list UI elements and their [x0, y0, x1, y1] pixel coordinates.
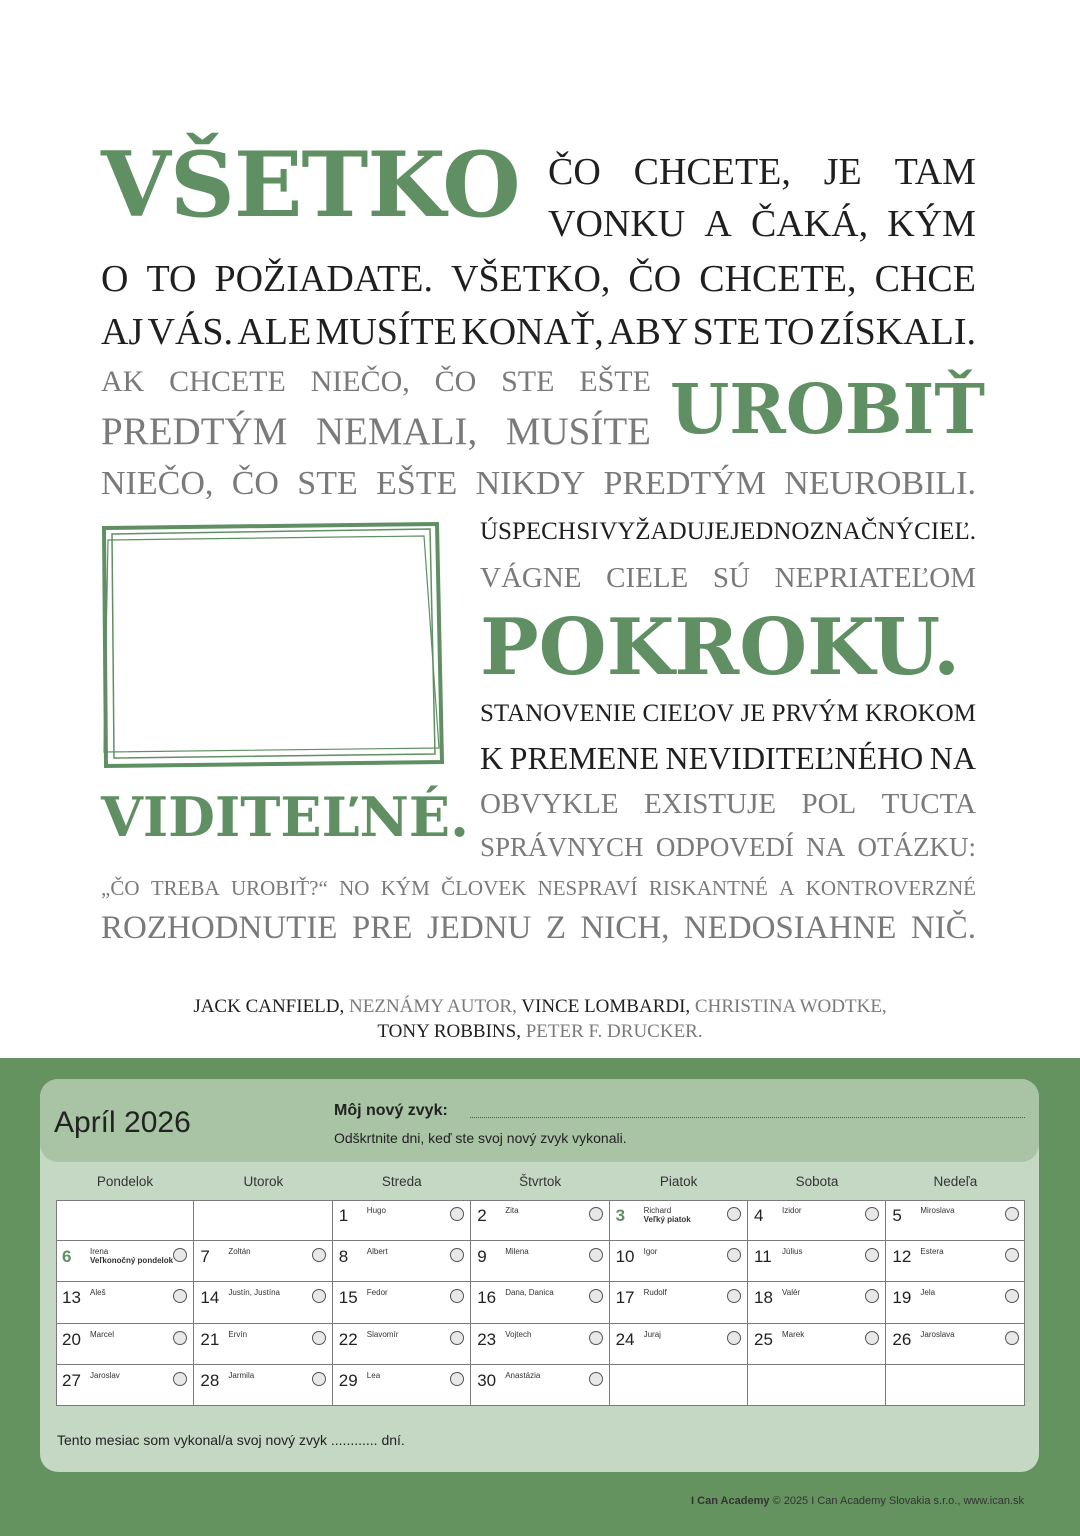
nameday: Marek [782, 1329, 805, 1339]
quote-word: ABY [608, 311, 689, 353]
calendar-day[interactable] [610, 1241, 748, 1282]
weekday-3: Streda [381, 1174, 422, 1189]
quote-word: NEMALI, [315, 410, 478, 453]
quote-word: TUCTA [881, 788, 976, 820]
quote-word: NA [929, 740, 976, 776]
weekday-1: Pondelok [96, 1174, 154, 1189]
habit-checkbox[interactable] [727, 1331, 741, 1345]
calendar-day [748, 1365, 886, 1406]
habit-checkbox[interactable] [312, 1372, 326, 1386]
quote-word: JEDNOZNAČNÝ [730, 518, 914, 545]
nameday: Marcel [90, 1329, 115, 1339]
quote-word: UROBIŤ?“ [230, 876, 328, 900]
holiday-label: Veľkonočný pondelok [90, 1256, 174, 1266]
quote-word: ČAKÁ, [750, 203, 869, 245]
calendar-day[interactable] [886, 1241, 1024, 1282]
quote-word: NO [339, 876, 370, 900]
quote-word: MUSÍTE [315, 311, 457, 353]
quote-word: NIEČO, [101, 465, 214, 502]
habit-checkbox[interactable] [727, 1289, 741, 1303]
nameday: Jaroslava [920, 1329, 955, 1339]
nameday: Rudolf [643, 1288, 667, 1298]
day-number: 29 [338, 1370, 358, 1390]
nameday: Miroslava [920, 1206, 955, 1215]
calendar-day[interactable] [333, 1282, 471, 1323]
day-number: 25 [754, 1329, 773, 1349]
quote-word: KROKOM [864, 700, 976, 727]
quote-line [101, 876, 976, 901]
quote-word: VÁGNE [480, 562, 582, 594]
quote-word: ČO [434, 365, 477, 398]
nameday: Lea [366, 1370, 381, 1380]
quote-word: ALE [237, 311, 312, 353]
habit-checkbox[interactable] [450, 1248, 464, 1262]
day-number: 28 [200, 1370, 220, 1390]
quote-line [480, 788, 976, 821]
quote-word: ČO [548, 151, 601, 193]
nameday: Jarmila [228, 1370, 255, 1380]
calendar-day[interactable] [471, 1200, 609, 1241]
quote-word: OTÁZKU: [857, 832, 976, 862]
heading-vsetko: VŠETKO [101, 132, 520, 238]
day-number: 26 [892, 1329, 912, 1349]
quote-line [101, 257, 976, 301]
calendar-day[interactable] [471, 1324, 609, 1365]
nameday: Juraj [643, 1329, 661, 1339]
brand-name: I Can Academy [691, 1495, 770, 1507]
nameday: Jaroslav [90, 1370, 120, 1380]
day-number: 1 [338, 1206, 349, 1225]
quote-word: Z [545, 910, 566, 946]
day-number: 13 [62, 1288, 81, 1308]
calendar-day[interactable] [333, 1365, 471, 1406]
quote-line [480, 740, 976, 777]
habit-instruction: Odškrtnite dni, keď ste svoj nový zvyk vykonali. [334, 1130, 627, 1146]
month-title: Apríl 2026 [54, 1106, 191, 1139]
calendar-day[interactable] [471, 1365, 609, 1406]
day-number: 16 [477, 1288, 497, 1308]
quote-line [548, 202, 976, 246]
habit-checkbox[interactable] [173, 1289, 187, 1303]
day-number: 17 [615, 1288, 635, 1308]
calendar-day[interactable] [56, 1324, 194, 1365]
author: VINCE LOMBARDI, [521, 996, 691, 1017]
calendar-day[interactable] [610, 1324, 748, 1365]
day-number: 21 [200, 1329, 220, 1349]
calendar-day [886, 1365, 1024, 1406]
calendar-day[interactable] [333, 1200, 471, 1241]
quote-word: CHCETE [169, 365, 286, 398]
quote-word: STE [297, 465, 358, 502]
calendar-day[interactable] [886, 1324, 1024, 1365]
weekday-2: Utorok [243, 1174, 284, 1189]
day-number: 14 [200, 1288, 220, 1308]
quote-word: SI [576, 518, 599, 545]
copyright [691, 1495, 1024, 1507]
habit-checkbox[interactable] [173, 1331, 187, 1345]
day-number: 24 [615, 1329, 635, 1349]
calendar-day[interactable] [333, 1324, 471, 1365]
habit-checkbox[interactable] [727, 1207, 741, 1221]
quote-word: TO [764, 311, 815, 353]
heading-viditelne: VIDITEĽNÉ. [101, 785, 469, 849]
quote-word: JE [823, 151, 862, 193]
quote-line [480, 832, 976, 863]
quote-word: EŠTE [579, 365, 651, 398]
quote-word: CIEĽ. [914, 518, 976, 545]
quote-word: PRE [351, 910, 413, 946]
calendar-day [56, 1200, 194, 1241]
nameday: Milena [505, 1247, 529, 1257]
habit-checkbox[interactable] [865, 1289, 879, 1303]
habit-checkbox[interactable] [865, 1248, 879, 1262]
calendar-day [194, 1200, 332, 1241]
heading-pokroku: POKROKU. [480, 602, 961, 693]
quote-word: NESPRAVÍ [537, 876, 638, 900]
quote-word: KÝM [887, 203, 976, 245]
habit-checkbox[interactable] [450, 1289, 464, 1303]
quote-word: ROZHODNUTIE [101, 910, 338, 946]
calendar-day[interactable] [56, 1282, 194, 1323]
habit-checkbox[interactable] [589, 1372, 603, 1386]
calendar-day[interactable] [333, 1241, 471, 1282]
quote-word: ODPOVEDÍ [655, 832, 794, 862]
day-number: 5 [892, 1206, 902, 1225]
quote-word: VONKU [548, 203, 686, 245]
day-number: 22 [338, 1329, 358, 1349]
quote-line [101, 310, 976, 354]
quote-word: PREDTÝM [603, 465, 766, 502]
quote-word: VYŽADUJE [599, 518, 730, 545]
calendar-day[interactable] [194, 1324, 332, 1365]
quote-word: ČLOVEK [441, 876, 527, 900]
calendar-day[interactable] [886, 1200, 1024, 1241]
quote-word: TREBA [150, 876, 220, 900]
calendar-day[interactable] [748, 1200, 886, 1241]
quote-word: O [101, 258, 129, 300]
monthly-summary: Tento mesiac som vykonal/a svoj nový zvyk ............ dní. [57, 1432, 405, 1448]
author: CHRISTINA WODTKE, [694, 996, 887, 1017]
quote-word: JEDNU [426, 910, 532, 946]
nameday: Irena Veľkonočný pondelok [90, 1247, 174, 1266]
quote-word: NEPRIATEĽOM [774, 562, 976, 594]
quote-word: ČO [231, 465, 279, 502]
nameday: Anastázia [505, 1370, 541, 1380]
habit-checkbox[interactable] [450, 1372, 464, 1386]
nameday: Dana, Danica [505, 1288, 554, 1298]
day-number: 10 [615, 1247, 635, 1267]
calendar-day[interactable] [194, 1241, 332, 1282]
quote-word: STE [692, 311, 761, 353]
day-number: 27 [62, 1370, 81, 1390]
habit-checkbox[interactable] [1005, 1289, 1019, 1303]
quote-word: CIEĽOV [642, 700, 735, 727]
habit-checkbox[interactable] [1005, 1248, 1019, 1262]
quote-word: PREMENE [509, 740, 659, 776]
day-number: 6 [62, 1247, 72, 1267]
calendar-day[interactable] [471, 1282, 609, 1323]
quote-word: SÚ [712, 562, 750, 594]
habit-checkbox[interactable] [450, 1207, 464, 1221]
quote-line [101, 409, 651, 454]
quote-word: MUSÍTE [505, 410, 651, 453]
nameday: Richard Veľký piatok [643, 1206, 691, 1224]
quote-word: AK [101, 365, 145, 398]
calendar-day[interactable] [610, 1282, 748, 1323]
quote-word: AJ [101, 311, 144, 353]
day-number: 23 [477, 1329, 497, 1349]
quote-word: CHCE [874, 258, 976, 300]
sketch-frame-image [100, 520, 445, 770]
habit-checkbox[interactable] [589, 1248, 603, 1262]
quote-word: CHCETE, [699, 258, 857, 300]
habit-checkbox[interactable] [1005, 1207, 1019, 1221]
quote-word: A [779, 876, 795, 900]
quote-word: EŠTE [376, 465, 458, 502]
quote-word: VÁS. [147, 311, 234, 353]
quote-word: POŽIADATE. [214, 258, 433, 300]
quote-line [101, 365, 651, 399]
quote-word: RISKANTNÉ [648, 876, 768, 900]
nameday: Slavomír [366, 1329, 399, 1339]
quote-word: JE [740, 700, 766, 727]
day-number: 11 [754, 1247, 772, 1267]
quote-line [480, 562, 976, 595]
habit-checkbox[interactable] [589, 1331, 603, 1345]
quote-word: NEVIDITEĽNÉHO [665, 740, 924, 776]
authors [0, 994, 1080, 1044]
day-number: 15 [338, 1288, 358, 1308]
quote-line [480, 518, 976, 546]
quote-line [480, 700, 976, 728]
quote-word: NA [806, 832, 846, 862]
calendar-day[interactable] [748, 1282, 886, 1323]
day-number: 20 [62, 1329, 81, 1349]
quote-word: EXISTUJE [643, 788, 777, 820]
quote-word: NIEČO, [310, 365, 410, 398]
habit-checkbox[interactable] [589, 1289, 603, 1303]
day-number: 3 [615, 1206, 626, 1225]
day-number: 2 [477, 1206, 487, 1225]
quote-word: KÝM [380, 876, 430, 900]
holiday-label: Veľký piatok [643, 1215, 691, 1224]
calendar-day[interactable] [886, 1282, 1024, 1323]
quote-word: SPRÁVNYCH [480, 832, 644, 862]
nameday: Július [782, 1247, 803, 1257]
quote-word: „ČO [101, 876, 140, 900]
habit-checkbox[interactable] [173, 1372, 187, 1386]
quote-word: TO [146, 258, 197, 300]
habit-checkbox[interactable] [865, 1331, 879, 1345]
nameday: Izidor [782, 1206, 802, 1215]
nameday: Zita [505, 1206, 519, 1215]
nameday: Justín, Justína [228, 1288, 280, 1298]
habit-checkbox[interactable] [173, 1248, 187, 1262]
nameday: Jela [920, 1288, 936, 1298]
habit-checkbox[interactable] [312, 1248, 326, 1262]
nameday: Aleš [90, 1288, 106, 1298]
nameday: Valér [782, 1288, 801, 1298]
quote-word: ÚSPECH [480, 518, 576, 545]
author: JACK CANFIELD, [193, 996, 345, 1017]
copyright-text: © 2025 I Can Academy Slovakia s.r.o., www.ican.sk [772, 1495, 1024, 1507]
habit-input-line[interactable] [470, 1117, 1025, 1118]
habit-checkbox[interactable] [865, 1207, 879, 1221]
quote-word: NEUROBILI. [784, 465, 976, 502]
quote-word: KONTROVERZNÉ [805, 876, 976, 900]
quote-word: STE [501, 365, 555, 398]
quote-word: ČO [628, 258, 682, 300]
quote-word: NEDOSIAHNE [683, 910, 897, 946]
calendar-day[interactable] [471, 1241, 609, 1282]
calendar-day[interactable] [748, 1324, 886, 1365]
quote-word: K [480, 740, 504, 776]
quote-word: OBVYKLE [480, 788, 619, 820]
nameday: Igor [643, 1247, 658, 1257]
nameday: Albert [366, 1247, 388, 1257]
nameday: Ervín [228, 1329, 248, 1339]
habit-checkbox[interactable] [312, 1289, 326, 1303]
nameday: Fedor [366, 1288, 388, 1298]
quote-word: POL [801, 788, 857, 820]
day-number: 30 [477, 1370, 497, 1390]
day-number: 19 [892, 1288, 912, 1308]
weekday-6: Sobota [795, 1174, 839, 1189]
quote-word: CIELE [606, 562, 689, 594]
calendar-day[interactable] [194, 1282, 332, 1323]
habit-checkbox[interactable] [312, 1331, 326, 1345]
calendar-day[interactable] [194, 1365, 332, 1406]
quote-word: TAM [894, 151, 976, 193]
calendar-day [610, 1365, 748, 1406]
weekday-4: Štvrtok [519, 1174, 562, 1189]
weekday-7: Nedeľa [933, 1174, 978, 1189]
nameday: Estera [920, 1247, 944, 1257]
quote-word: NIKDY [475, 465, 586, 502]
quote-word: VŠETKO, [451, 258, 611, 300]
quote-line [548, 150, 976, 194]
quote-word: PREDTÝM [101, 410, 288, 453]
author: NEZNÁMY AUTOR, [349, 996, 517, 1017]
calendar-day[interactable] [56, 1241, 194, 1282]
habit-checkbox[interactable] [589, 1207, 603, 1221]
day-number: 8 [338, 1247, 349, 1267]
quote-word: CHCETE, [633, 151, 791, 193]
nameday: Zoltán [228, 1247, 251, 1257]
habit-checkbox[interactable] [1005, 1331, 1019, 1345]
weekday-5: Piatok [659, 1174, 698, 1189]
nameday: Vojtech [505, 1329, 532, 1339]
day-number: 4 [754, 1206, 764, 1225]
quote-word: PRVÝM [771, 700, 859, 727]
heading-urobit: UROBIŤ [670, 370, 985, 450]
author: PETER F. DRUCKER. [525, 1021, 703, 1042]
calendar-day[interactable] [56, 1365, 194, 1406]
habit-checkbox[interactable] [450, 1331, 464, 1345]
calendar-grid [56, 1200, 1025, 1406]
quote-word: NICH, [580, 910, 670, 946]
quote-line [101, 910, 976, 947]
day-number: 9 [477, 1247, 487, 1267]
calendar-day[interactable] [610, 1200, 748, 1241]
quote-word: STANOVENIE [480, 700, 637, 727]
nameday: Hugo [366, 1206, 386, 1215]
habit-checkbox[interactable] [727, 1248, 741, 1262]
day-number: 7 [200, 1247, 210, 1267]
quote-word: NIČ. [910, 910, 976, 946]
author: TONY ROBBINS, [377, 1021, 521, 1042]
calendar-day[interactable] [748, 1241, 886, 1282]
day-number: 18 [754, 1288, 773, 1308]
day-number: 12 [892, 1247, 912, 1267]
quote-line [101, 465, 976, 503]
quote-word: A [704, 203, 732, 245]
quote-word: ZÍSKALI. [818, 311, 976, 353]
quote-word: KONAŤ, [461, 311, 604, 353]
habit-label: Môj nový zvyk: [334, 1102, 448, 1119]
